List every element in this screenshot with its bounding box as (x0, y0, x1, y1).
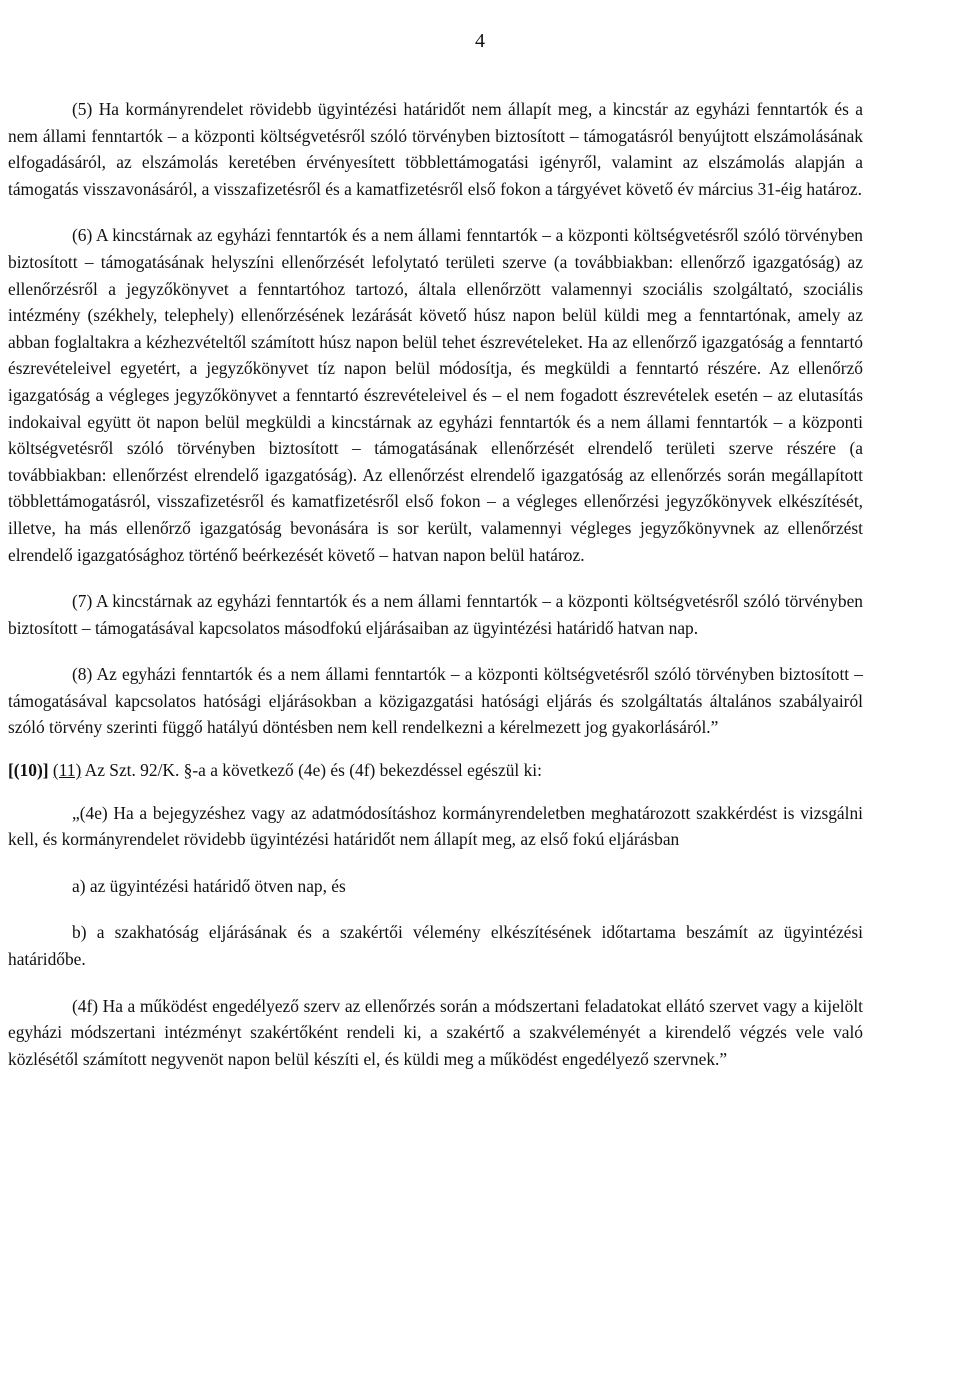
deleted-section-number: [(10)] (8, 760, 49, 781)
amendment-clause (8, 757, 863, 784)
document-body (8, 96, 863, 1072)
amendment-text: Az Szt. 92/K. §-a a következő (4e) és (4f) bekezdéssel egészül ki: (84, 760, 542, 781)
point-a: a) az ügyintézési határidő ötven nap, és (72, 875, 346, 896)
point-b: b) a szakhatóság eljárásának és a szakértői vélemény elkészítésének időtartama beszámít az ügyintézési határidőbe. (8, 922, 863, 970)
paragraph-6: (6) A kincstárnak az egyházi fenntartók és a nem állami fenntartók – a központi költségvetésről szóló törvényben biztosított – támogatásának helyszíni ellenőrzését lefolytató területi szerve (a továbbiakban: ellenőrző igazgatóság) az ellenőrzésről a jegyzőkönyvet a fenntartóhoz tartozó, általa ellenőrzött valamennyi szociális szolgáltató, szociális intézmény (székhely, telephely) ellenőrzésének lezárását követő húsz napon belül küldi meg a fenntartónak, amely az abban foglaltakra a kézhezvételtől számított húsz napon belül tehet észrevételeket. Ha az ellenőrző igazgatóság a fenntartó észrevételeivel egyetért, a jegyzőkönyvet tíz napon belül módosítja, és megküldi a fenntartó részére. Az ellenőrző igazgatóság a végleges jegyzőkönyvet a fenntartó észrevételeivel és – el nem fogadott észrevételek esetén – az elutasítás indokaival együtt öt napon belül megküldi a kincstárnak az egyházi fenntartók és a nem állami fenntartók – a központi költségvetésről szóló törvényben biztosított – támogatásának ellenőrzését elrendelő területi szerve részére (a továbbiakban: ellenőrzést elrendelő igazgatóság). Az ellenőrzést elrendelő igazgatóság az ellenőrzés során megállapított többlettámogatásról, visszafizetésről és kamatfizetésről első fokon – a végleges ellenőrzési jegyzőkönyvek elkészítését, illetve, ha más ellenőrző igazgatóság bevonására is sor került, valamennyi végleges jegyzőkönyvnek az ellenőrzést elrendelő igazgatósághoz történő beérkezését követő – hatvan napon belül határoz. (8, 225, 863, 565)
paragraph-7: (7) A kincstárnak az egyházi fenntartók és a nem állami fenntartók – a központi költségvetésről szóló törvényben biztosított – támogatásával kapcsolatos másodfokú eljárásaiban az ügyintézési határidő hatvan nap. (8, 591, 863, 638)
paragraph-4f: (4f) Ha a működést engedélyező szerv az ellenőrzés során a módszertani feladatokat ellátó szervet vagy a kijelölt egyházi módszertani intézményt szakértőként rendeli ki, a szakértő a szakvéleményét a kirendelő végzés vele való közlésétől számított negyvenöt napon belül készíti el, és küldi meg a működést engedélyező szervnek.” (8, 995, 863, 1069)
page-number: 4 (475, 30, 485, 52)
paragraph-4e: „(4e) Ha a bejegyzéshez vagy az adatmódosításhoz kormányrendeletben meghatározott szakkérdést is vizsgálni kell, és kormányrendelet rövidebb ügyintézési határidőt nem állapít meg, az első fokú eljárásban (8, 802, 863, 850)
paragraph-8: (8) Az egyházi fenntartók és a nem állami fenntartók – a központi költségvetésről szóló törvényben biztosított – támogatásával kapcsolatos hatósági eljárásokban a közigazgatási hatósági eljárás és szolgáltatás általános szabályairól szóló törvény szerinti függő hatályú döntésben nem kell rendelkezni a kérelmezett jog gyakorlásáról.” (8, 664, 863, 738)
paragraph-5: (5) Ha kormányrendelet rövidebb ügyintézési határidőt nem állapít meg, a kincstár az egyházi fenntartók és a nem állami fenntartók – a központi költségvetésről szóló törvényben biztosított – támogatásról benyújtott elszámolásának elfogadásáról, az elszámolás keretében érvényesített többlettámogatási igényről, valamint az elszámolás alapján a támogatás visszavonásáról, a visszafizetésről és a kamatfizetésről első fokon a tárgyévet követő év március 31-éig határoz. (8, 99, 863, 199)
new-section-number: (11) (52, 760, 82, 781)
